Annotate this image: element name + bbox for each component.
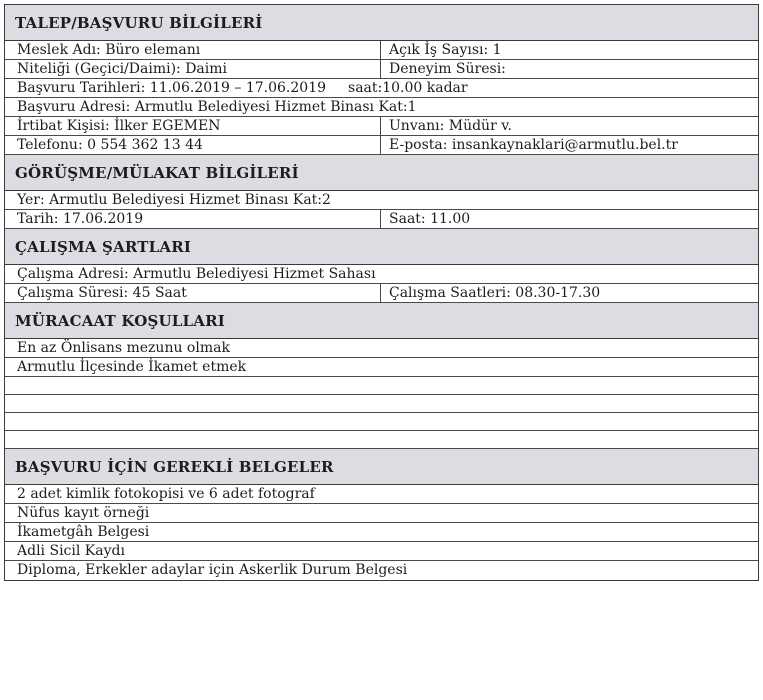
belge-item: 2 adet kimlik fotokopisi ve 6 adet fotograf (17, 486, 315, 502)
job-posting-form (4, 4, 759, 581)
belge-item: İkametgâh Belgesi (17, 524, 150, 540)
table-row (5, 41, 758, 60)
section-header-belgeler: BAŞVURU İÇİN GEREKLİ BELGELER (5, 449, 758, 485)
basvuru-adresi: Başvuru Adresi: Armutlu Belediyesi Hizmet Binası Kat:1 (17, 99, 417, 115)
gorusme-yer: Yer: Armutlu Belediyesi Hizmet Binası Kat:2 (17, 192, 331, 208)
list-item (5, 561, 758, 580)
section-header-talep: TALEP/BAŞVURU BİLGİLERİ (5, 5, 758, 41)
list-item (5, 358, 758, 377)
table-row (5, 117, 758, 136)
calisma-suresi: Çalışma Süresi: 45 Saat (5, 284, 381, 302)
eposta-field: E-posta: insankaynaklari@armutlu.bel.tr (389, 137, 678, 153)
meslek-field: Meslek Adı: Büro elemanı (5, 41, 381, 59)
list-item (5, 523, 758, 542)
basvuru-tarihleri: Başvuru Tarihleri: 11.06.2019 – 17.06.2019 (17, 80, 327, 96)
table-row (5, 136, 758, 155)
empty-row (5, 377, 758, 395)
list-item (5, 339, 758, 358)
section-header-muracaat: MÜRACAAT KOŞULLARI (5, 303, 758, 339)
empty-row (5, 395, 758, 413)
belge-item: Diploma, Erkekler adaylar için Askerlik Durum Belgesi (17, 562, 408, 578)
belge-item: Nüfus kayıt örneği (17, 505, 150, 521)
gorusme-saat: Saat: 11.00 (389, 211, 471, 227)
empty-row (5, 413, 758, 431)
table-row (5, 79, 758, 98)
muracaat-item: En az Önlisans mezunu olmak (17, 340, 230, 356)
table-row (5, 284, 758, 303)
section-header-gorusme: GÖRÜŞME/MÜLAKAT BİLGİLERİ (5, 155, 758, 191)
table-row (5, 60, 758, 79)
empty-row (5, 431, 758, 449)
table-row (5, 191, 758, 210)
irtibat-field: İrtibat Kişisi: İlker EGEMEN (5, 117, 381, 135)
calisma-saatleri: Çalışma Saatleri: 08.30-17.30 (389, 285, 601, 301)
section-header-calisma: ÇALIŞMA ŞARTLARI (5, 229, 758, 265)
unvan-field: Unvanı: Müdür v. (389, 118, 512, 134)
basvuru-saat: saat:10.00 kadar (348, 80, 468, 96)
list-item (5, 542, 758, 561)
table-row (5, 98, 758, 117)
deneyim-field: Deneyim Süresi: (389, 61, 506, 77)
table-row (5, 210, 758, 229)
belge-item: Adli Sicil Kaydı (17, 543, 125, 559)
list-item (5, 504, 758, 523)
telefon-field: Telefonu: 0 554 362 13 44 (5, 136, 381, 154)
calisma-adresi: Çalışma Adresi: Armutlu Belediyesi Hizmet Sahası (17, 266, 376, 282)
muracaat-item: Armutlu İlçesinde İkamet etmek (17, 359, 247, 375)
list-item (5, 485, 758, 504)
nitelik-field: Niteliği (Geçici/Daimi): Daimi (5, 60, 381, 78)
acik-is-field: Açık İş Sayısı: 1 (389, 42, 502, 58)
table-row (5, 265, 758, 284)
gorusme-tarih: Tarih: 17.06.2019 (5, 210, 381, 228)
basvuru-tarihleri-cell (5, 79, 758, 97)
